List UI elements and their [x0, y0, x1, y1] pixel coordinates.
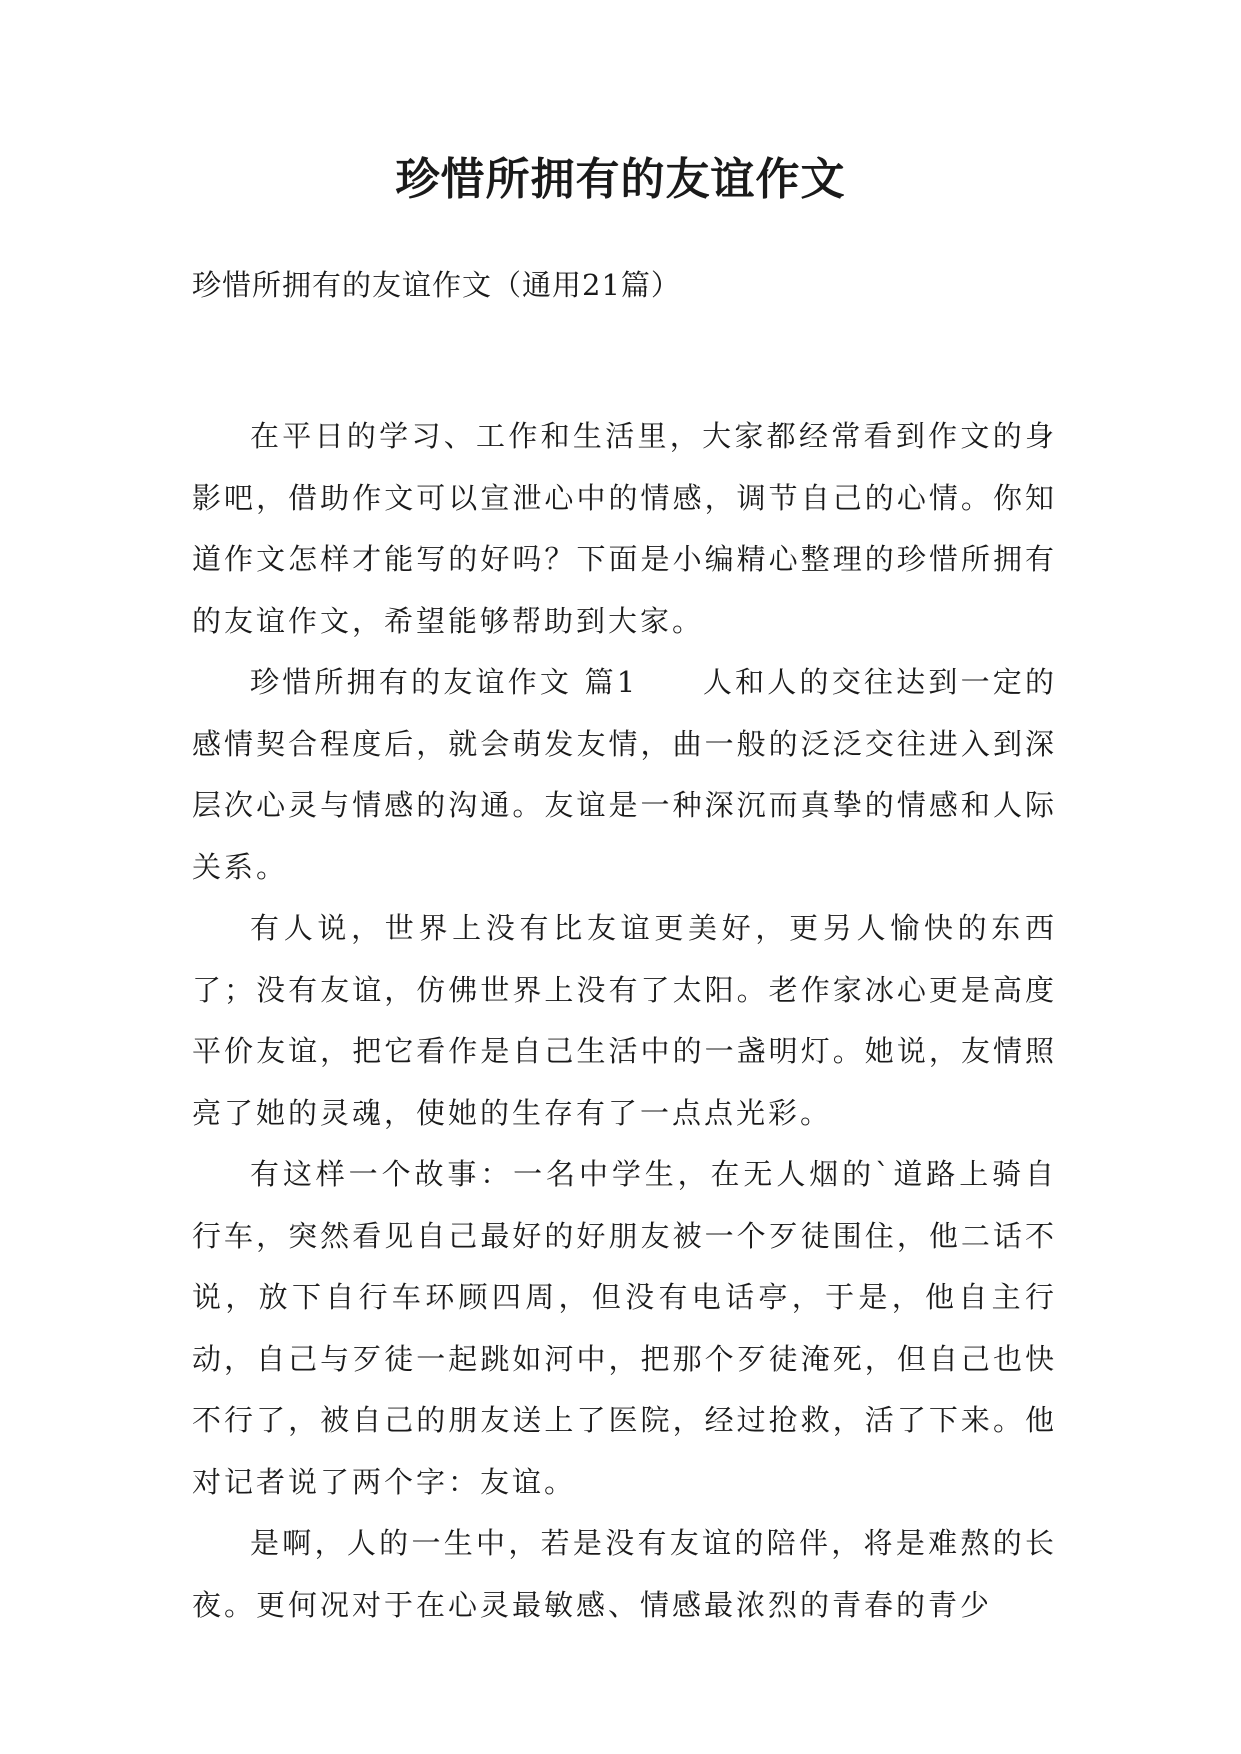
paragraph-essay-1-opening: 珍惜所拥有的友谊作文 篇1 人和人的交往达到一定的感情契合程度后，就会萌发友情，曲一般的泛泛交往进入到深层次心灵与情感的沟通。友谊是一种深沉而真挚的情感和人际关系。 [192, 665, 1057, 884]
paragraph-intro: 在平日的学习、工作和生活里，大家都经常看到作文的身影吧，借助作文可以宣泄心中的情感，调节自己的心情。你知道作文怎样才能写的好吗？下面是小编精心整理的珍惜所拥有的友谊作文，希望能够帮助到大家。 [192, 419, 1057, 638]
document-subtitle: 珍惜所拥有的友谊作文（通用21篇） [192, 268, 681, 302]
document-title: 珍惜所拥有的友谊作文 [395, 154, 846, 205]
paragraph-story: 有这样一个故事：一名中学生，在无人烟的`道路上骑自行车，突然看见自己最好的好朋友被一个歹徒围住，他二话不说，放下自行车环顾四周，但没有电话亭，于是，他自主行动，自己与歹徒一起跳如河中，把那个歹徒淹死，但自己也快不行了，被自己的朋友送上了医院，经过抢救，活了下来。他对记者说了两个字：友谊。 [192, 1157, 1057, 1499]
paragraph-conclusion: 是啊，人的一生中，若是没有友谊的陪伴，将是难熬的长夜。更何况对于在心灵最敏感、情感最浓烈的青春的青少 [192, 1526, 1057, 1622]
document-body [192, 406, 1057, 1636]
paragraph-friendship-quote: 有人说，世界上没有比友谊更美好，更另人愉快的东西了；没有友谊，仿佛世界上没有了太阳。老作家冰心更是高度平价友谊，把它看作是自己生活中的一盏明灯。她说，友情照亮了她的灵魂，使她的生存有了一点点光彩。 [192, 911, 1057, 1130]
